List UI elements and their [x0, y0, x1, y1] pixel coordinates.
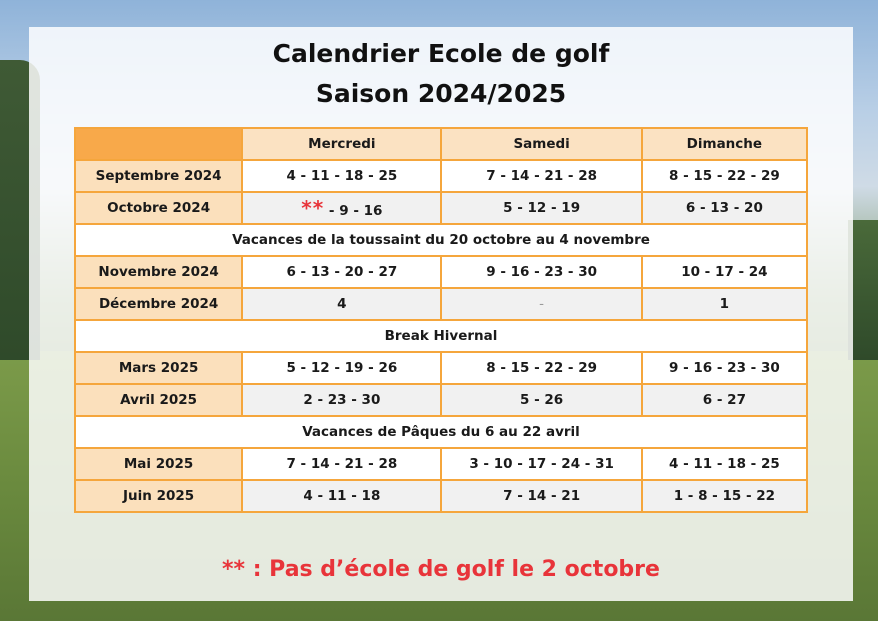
month-cell: Novembre 2024: [75, 256, 242, 288]
footnote-marker: **: [301, 196, 325, 220]
mercredi-cell: 7 - 14 - 21 - 28: [242, 448, 441, 480]
table-row: [75, 288, 807, 320]
banner-row: [75, 224, 807, 256]
mercredi-cell: [242, 192, 441, 224]
banner-row: [75, 416, 807, 448]
dimanche-cell: 6 - 13 - 20: [642, 192, 807, 224]
mercredi-cell: 5 - 12 - 19 - 26: [242, 352, 441, 384]
table-row: [75, 352, 807, 384]
mercredi-cell: 4 - 11 - 18 - 25: [242, 160, 441, 192]
calendar-table: [74, 127, 808, 513]
break-banner: Break Hivernal: [75, 320, 807, 352]
holiday-banner: Vacances de Pâques du 6 au 22 avril: [75, 416, 807, 448]
month-cell: Juin 2025: [75, 480, 242, 512]
month-cell: Mars 2025: [75, 352, 242, 384]
table-row: [75, 384, 807, 416]
samedi-cell: 9 - 16 - 23 - 30: [441, 256, 641, 288]
dimanche-cell: 9 - 16 - 23 - 30: [642, 352, 807, 384]
header-corner-cell: [75, 128, 242, 160]
footnote: ** : Pas d’école de golf le 2 octobre: [222, 557, 660, 582]
header-dimanche: Dimanche: [642, 128, 807, 160]
dimanche-cell: 8 - 15 - 22 - 29: [642, 160, 807, 192]
banner-row: [75, 320, 807, 352]
table-header-row: [75, 128, 807, 160]
samedi-cell: 5 - 12 - 19: [441, 192, 641, 224]
empty-dash: -: [539, 296, 545, 312]
dimanche-cell: 10 - 17 - 24: [642, 256, 807, 288]
month-cell: Septembre 2024: [75, 160, 242, 192]
table-row: [75, 448, 807, 480]
page-title: Calendrier Ecole de golf: [272, 39, 610, 68]
dimanche-cell: 1: [642, 288, 807, 320]
dimanche-cell: 6 - 27: [642, 384, 807, 416]
dimanche-cell: 1 - 8 - 15 - 22: [642, 480, 807, 512]
samedi-cell: [441, 288, 641, 320]
mercredi-cell: 4 - 11 - 18: [242, 480, 441, 512]
month-cell: Avril 2025: [75, 384, 242, 416]
month-cell: Octobre 2024: [75, 192, 242, 224]
mercredi-dates: - 9 - 16: [324, 203, 383, 219]
samedi-cell: 3 - 10 - 17 - 24 - 31: [441, 448, 641, 480]
mercredi-cell: 2 - 23 - 30: [242, 384, 441, 416]
mercredi-cell: 6 - 13 - 20 - 27: [242, 256, 441, 288]
calendar-card: [29, 27, 853, 601]
samedi-cell: 7 - 14 - 21: [441, 480, 641, 512]
month-cell: Décembre 2024: [75, 288, 242, 320]
table-row: [75, 256, 807, 288]
samedi-cell: 5 - 26: [441, 384, 641, 416]
header-samedi: Samedi: [441, 128, 641, 160]
dimanche-cell: 4 - 11 - 18 - 25: [642, 448, 807, 480]
month-cell: Mai 2025: [75, 448, 242, 480]
samedi-cell: 7 - 14 - 21 - 28: [441, 160, 641, 192]
page-subtitle: Saison 2024/2025: [315, 79, 567, 108]
table-row: [75, 480, 807, 512]
header-mercredi: Mercredi: [242, 128, 441, 160]
table-row: [75, 192, 807, 224]
samedi-cell: 8 - 15 - 22 - 29: [441, 352, 641, 384]
table-row: [75, 160, 807, 192]
holiday-banner: Vacances de la toussaint du 20 octobre au 4 novembre: [75, 224, 807, 256]
mercredi-cell: 4: [242, 288, 441, 320]
